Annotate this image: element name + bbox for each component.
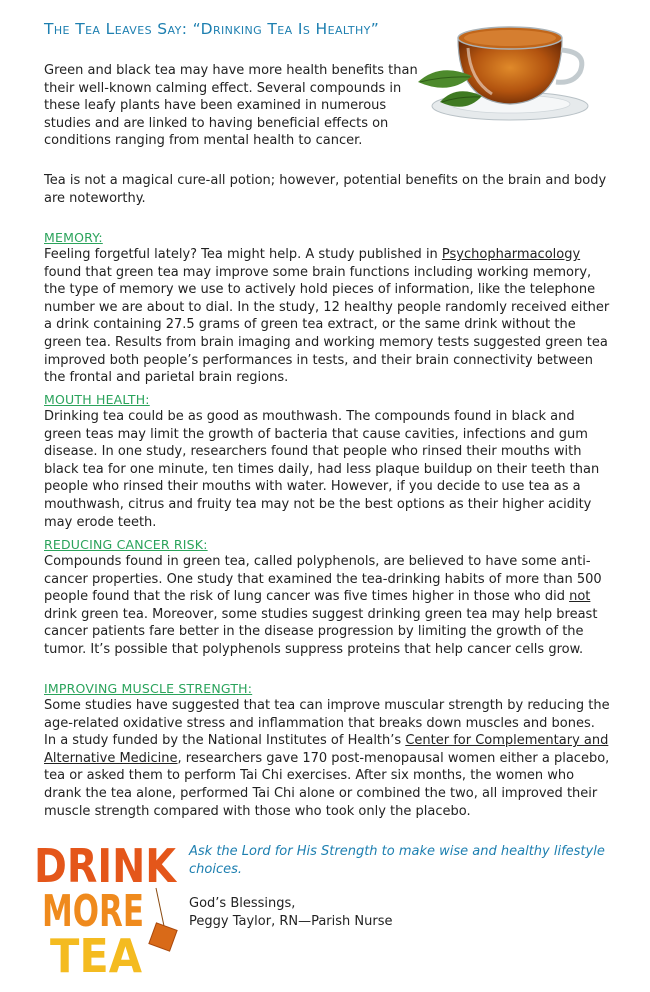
logo-word-more: MORE [42, 886, 144, 937]
mouth-health-heading: MOUTH HEALTH: [44, 392, 150, 407]
intro-paragraph: Green and black tea may have more health benefits than their well-known calming effect. Several compounds in these leafy plants have been examined in numerous studies and are linked to having beneficial effects on conditions ranging from mental health to cancer. [44, 63, 418, 149]
closing-message: Ask the Lord for His Strength to make wise and healthy lifestyle choices. [189, 844, 605, 877]
signature-line: Peggy Taylor, RN—Parish Nurse [189, 914, 393, 929]
cancer-risk-paragraph [44, 553, 610, 659]
cancer-risk-heading: REDUCING CANCER RISK: [44, 537, 208, 552]
logo-word-tea: TEA [50, 929, 143, 983]
intro-paragraph-2: Tea is not a magical cure-all potion; however, potential benefits on the brain and body are noteworthy. [44, 173, 607, 206]
teacup-image [410, 10, 590, 128]
memory-paragraph [44, 246, 610, 387]
memory-text-1: Feeling forgetful lately? Tea might help. A study published in [44, 247, 442, 262]
muscle-text-1: Some studies have suggested that tea can improve muscular strength by reducing the age-related oxidative stress and inflammation that breaks down muscles and bones. In a study funded by the National Institutes of Health’s [44, 698, 610, 749]
muscle-strength-heading: IMPROVING MUSCLE STRENGTH: [44, 681, 253, 696]
signature-block [189, 895, 489, 931]
cancer-text-1: Compounds found in green tea, called polyphenols, are believed to have some anti-cancer properties. One study that examined the tea-drinking habits of more than 500 people found that the risk of lung cancer was five times higher in those who did [44, 554, 602, 605]
blessing-line: God’s Blessings, [189, 896, 296, 911]
tea-bag-tag-icon [149, 923, 177, 951]
memory-heading: MEMORY: [44, 230, 103, 245]
muscle-text-2: , researchers gave 170 post-menopausal women either a placebo, tea or asked them to perform Tai Chi exercises. After six months, the women who drank the tea alone, performed Tai Chi alone or combined the two, all improved their muscle strength compared with those who took only the placebo. [44, 750, 610, 819]
psychopharmacology-link[interactable]: Psychopharmacology [441, 247, 581, 262]
nih-center-link[interactable]: Center for Complementary and Alternative Medicine [44, 733, 609, 766]
memory-text-2: found that green tea may improve some brain functions including working memory, the type of memory we use to actively hold pieces of information, like the telephone number we are about to dial. In the study, 12 healthy people randomly received either a drink containing 27.5 grams of green tea extract, or the same drink without the green tea. Results from brain imaging and working memory tests suggested green tea improved both people’s performances in tests, and their brain connectivity between the frontal and parietal brain regions. [44, 264, 610, 386]
cancer-emphasis-not: not [569, 589, 591, 605]
page-title: The Tea Leaves Say: “Drinking Tea Is Healthy” [44, 20, 380, 38]
logo-word-drink: DRINK [34, 839, 179, 893]
muscle-strength-paragraph [44, 697, 610, 820]
cancer-text-2: drink green tea. Moreover, some studies suggest drinking green tea may help breast cancer patients fare better in the disease progression by limiting the growth of the tumor. It’s possible that polyphenols suppress proteins that help cancer cells grow. [44, 606, 598, 657]
drink-more-tea-logo [32, 838, 182, 983]
mouth-health-paragraph: Drinking tea could be as good as mouthwash. The compounds found in black and green teas may limit the growth of bacteria that cause cavities, infections and gum disease. In one study, researchers found that people who rinsed their mouths with black tea for one minute, ten times daily, had less plaque buildup on their teeth than people who rinsed their mouths with water. However, if you decide to use tea as a mouthwash, citrus and fruity tea may not be the best options as their higher acidity may erode teeth. [44, 409, 600, 530]
